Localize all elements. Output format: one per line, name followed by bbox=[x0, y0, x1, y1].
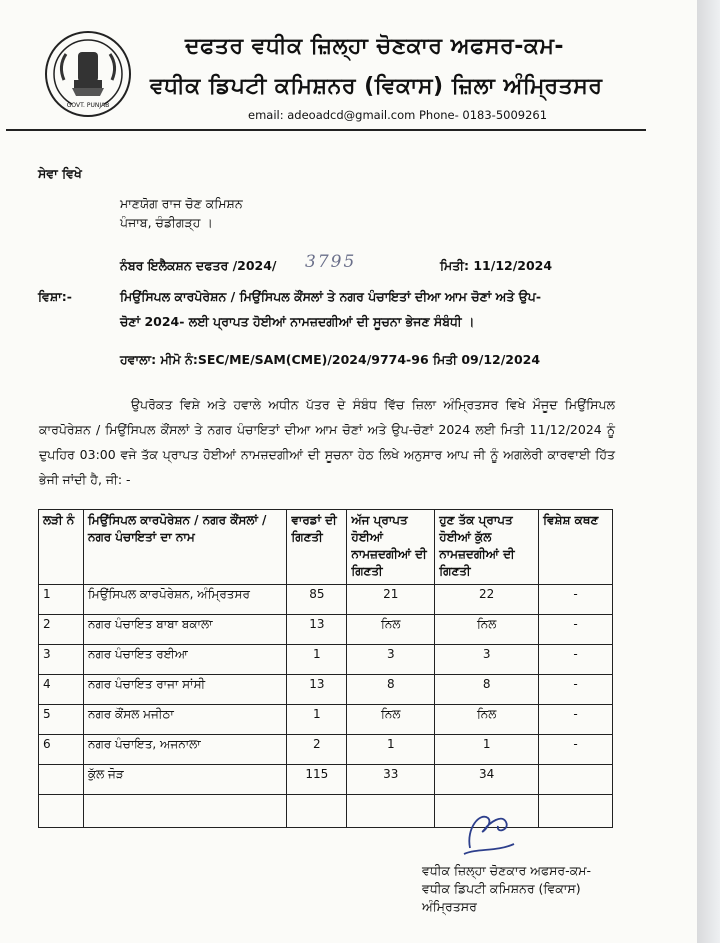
cell-remarks: - bbox=[539, 645, 613, 675]
addressee-line2: ਪੰਜਾਬ, ਚੰਡੀਗੜ੍ਹ । bbox=[120, 215, 213, 230]
cell-remarks: - bbox=[539, 585, 613, 615]
cell-name: ਮਿਉਂਸਿਪਲ ਕਾਰਪੋਰੇਸ਼ਨ, ਅੰਮ੍ਰਿਤਸਰ bbox=[83, 585, 286, 615]
cell-sno: 2 bbox=[39, 615, 84, 645]
total-total: 34 bbox=[435, 765, 539, 795]
table-total-row bbox=[39, 765, 613, 795]
cell-name: ਨਗਰ ਪੰਚਾਇਤ ਰਾਜਾ ਸਾਂਸੀ bbox=[83, 675, 286, 705]
cell-total: 8 bbox=[435, 675, 539, 705]
total-wards: 115 bbox=[287, 765, 347, 795]
addressee-line1: ਮਾਣਯੋਗ ਰਾਜ ਚੋਣ ਕਮਿਸ਼ਨ bbox=[120, 196, 243, 211]
cell-remarks: - bbox=[539, 735, 613, 765]
total-today: 33 bbox=[347, 765, 435, 795]
cell-today: 21 bbox=[347, 585, 435, 615]
page-background-edge bbox=[697, 0, 720, 943]
table-row bbox=[39, 585, 613, 615]
table-row bbox=[39, 705, 613, 735]
table-row bbox=[39, 645, 613, 675]
cell-total: 3 bbox=[435, 645, 539, 675]
subject-line2: ਚੋਣਾਂ 2024- ਲਈ ਪ੍ਰਾਪਤ ਹੋਈਆਂ ਨਾਮਜ਼ਦਗੀਆਂ ਦੀ ਸੂਚਨਾ ਭੇਜਣ ਸੰਬੰਧੀ । bbox=[120, 314, 475, 329]
table-row bbox=[39, 615, 613, 645]
cell-wards: 85 bbox=[287, 585, 347, 615]
header-name: ਮਿਉਂਸਿਪਲ ਕਾਰਪੋਰੇਸ਼ਨ / ਨਗਰ ਕੌਂਸਲਾਂ / ਨਗਰ ਪੰਚਾਇਤਾਂ ਦਾ ਨਾਮ bbox=[83, 510, 286, 585]
letter-date: ਮਿਤੀ: 11/12/2024 bbox=[440, 258, 553, 273]
signatory-block bbox=[422, 862, 591, 916]
signatory-line1: ਵਧੀਕ ਜ਼ਿਲ੍ਹਾ ਚੋਣਕਾਰ ਅਫਸਰ-ਕਮ- bbox=[422, 863, 591, 878]
cell-sno: 5 bbox=[39, 705, 84, 735]
cell-total: 1 bbox=[435, 735, 539, 765]
subject-line1: ਮਿਉਂਸਿਪਲ ਕਾਰਪੋਰੇਸ਼ਨ / ਮਿਉਂਸਿਪਲ ਕੌਂਸਲਾਂ ਤੇ ਨਗਰ ਪੰਚਾਇਤਾਂ ਦੀਆ ਆਮ ਚੋਣਾਂ ਅਤੇ ਉਪ- bbox=[120, 289, 542, 304]
cell-remarks: - bbox=[539, 615, 613, 645]
cell-name: ਨਗਰ ਕੌਂਸਲ ਮਜੀਠਾ bbox=[83, 705, 286, 735]
cell-today: ਨਿਲ bbox=[347, 615, 435, 645]
cell-wards: 1 bbox=[287, 705, 347, 735]
table-row bbox=[39, 675, 613, 705]
cell-name: ਨਗਰ ਪੰਚਾਇਤ ਰਈਆ bbox=[83, 645, 286, 675]
cell-total: ਨਿਲ bbox=[435, 615, 539, 645]
cell-today: ਨਿਲ bbox=[347, 705, 435, 735]
cell-remarks: - bbox=[539, 675, 613, 705]
letter-number: ਨੰਬਰ ਇਲੈਕਸ਼ਨ ਦਫਤਰ /2024/ bbox=[120, 258, 277, 273]
header-wards: ਵਾਰਡਾਂ ਦੀ ਗਿਣਤੀ bbox=[287, 510, 347, 585]
header-sno: ਲੜੀ ਨੰ bbox=[39, 510, 84, 585]
reference-line: ਹਵਾਲਾ: ਮੀਮੋ ਨੰ:SEC/ME/SAM(CME)/2024/9774-96 ਮਿਤੀ 09/12/2024 bbox=[120, 352, 541, 367]
cell-sno: 6 bbox=[39, 735, 84, 765]
emblem-label: GOVT. PUNJAB bbox=[66, 102, 110, 109]
cell-today: 1 bbox=[347, 735, 435, 765]
signatory-line2: ਵਧੀਕ ਡਿਪਟੀ ਕਮਿਸ਼ਨਰ (ਵਿਕਾਸ) bbox=[422, 881, 581, 896]
cell-total: ਨਿਲ bbox=[435, 705, 539, 735]
total-label: ਕੁੱਲ ਜੋੜ bbox=[83, 765, 286, 795]
body-paragraph bbox=[39, 392, 615, 492]
punjab-emblem-icon bbox=[44, 30, 132, 118]
cell-today: 3 bbox=[347, 645, 435, 675]
cell-name: ਨਗਰ ਪੰਚਾਇਤ ਬਾਬਾ ਬਕਾਲਾ bbox=[83, 615, 286, 645]
cell-sno: 4 bbox=[39, 675, 84, 705]
cell-wards: 2 bbox=[287, 735, 347, 765]
office-title-line2: ਵਧੀਕ ਡਿਪਟੀ ਕਮਿਸ਼ਨਰ (ਵਿਕਾਸ) ਜ਼ਿਲਾ ਅੰਮ੍ਰਿਤਸਰ bbox=[150, 74, 603, 99]
header-divider bbox=[6, 129, 646, 131]
seva-vikhe: ਸੇਵਾ ਵਿਖੇ bbox=[38, 166, 82, 181]
header-remarks: ਵਿਸ਼ੇਸ਼ ਕਥਣ bbox=[539, 510, 613, 585]
cell-wards: 13 bbox=[287, 675, 347, 705]
subject-label: ਵਿਸ਼ਾ:- bbox=[38, 289, 72, 304]
cell-wards: 1 bbox=[287, 645, 347, 675]
signatory-line3: ਅੰਮ੍ਰਿਤਸਰ bbox=[422, 899, 477, 914]
cell-today: 8 bbox=[347, 675, 435, 705]
office-title-line1: ਦਫਤਰ ਵਧੀਕ ਜ਼ਿਲ੍ਹਾ ਚੋਣਕਾਰ ਅਫਸਰ-ਕਮ- bbox=[185, 34, 565, 59]
cell-sno: 1 bbox=[39, 585, 84, 615]
cell-sno: 3 bbox=[39, 645, 84, 675]
nominations-table bbox=[38, 509, 613, 828]
header-today: ਅੱਜ ਪ੍ਰਾਪਤ ਹੋਈਆਂ ਨਾਮਜ਼ਦਗੀਆਂ ਦੀ ਗਿਣਤੀ bbox=[347, 510, 435, 585]
table-header-row bbox=[39, 510, 613, 585]
table-blank-row bbox=[39, 795, 613, 828]
table-row bbox=[39, 735, 613, 765]
body-text: ਉਪਰੋਕਤ ਵਿਸ਼ੇ ਅਤੇ ਹਵਾਲੇ ਅਧੀਨ ਪੱਤਰ ਦੇ ਸੰਬੰਧ ਵਿੱਚ ਜ਼ਿਲਾ ਅੰਮ੍ਰਿਤਸਰ ਵਿਖੇ ਮੌਜੂਦ ਮਿਉਂਸਿਪਲ ਕਾਰਪੋਰੇਸ਼ਨ / ਮਿਉਂਸਿਪਲ ਕੌਂਸਲਾਂ ਤੇ ਨਗਰ ਪੰਚਾਇਤਾਂ ਦੀਆ ਆਮ ਚੋਣਾਂ ਅਤੇ ਉਪ-ਚੋਣਾਂ 2024 ਲਈ ਮਿਤੀ 11/12/2024 ਨੂੰ ਦੁਪਹਿਰ 03:00 ਵਜੇ ਤੱਕ ਪ੍ਰਾਪਤ ਹੋਈਆਂ ਨਾਮਜ਼ਦਗੀਆਂ ਦੀ ਸੂਚਨਾ ਹੇਠ ਲਿਖੇ ਅਨੁਸਾਰ ਆਪ ਜੀ ਨੂੰ ਅਗਲੇਰੀ ਕਾਰਵਾਈ ਹਿੱਤ ਭੇਜੀ ਜਾਂਦੀ ਹੈ, ਜੀ: - bbox=[39, 397, 615, 487]
cell-remarks: - bbox=[539, 705, 613, 735]
header-total: ਹੁਣ ਤੱਕ ਪ੍ਰਾਪਤ ਹੋਈਆਂ ਕੁੱਲ ਨਾਮਜ਼ਦਗੀਆਂ ਦੀ ਗਿਣਤੀ bbox=[435, 510, 539, 585]
handwritten-number: 3795 bbox=[305, 252, 357, 272]
signature-mark bbox=[458, 808, 518, 858]
cell-total: 22 bbox=[435, 585, 539, 615]
cell-wards: 13 bbox=[287, 615, 347, 645]
cell-name: ਨਗਰ ਪੰਚਾਇਤ, ਅਜਨਾਲਾ bbox=[83, 735, 286, 765]
contact-line: email: adeoadcd@gmail.com Phone- 0183-5009261 bbox=[248, 108, 548, 122]
